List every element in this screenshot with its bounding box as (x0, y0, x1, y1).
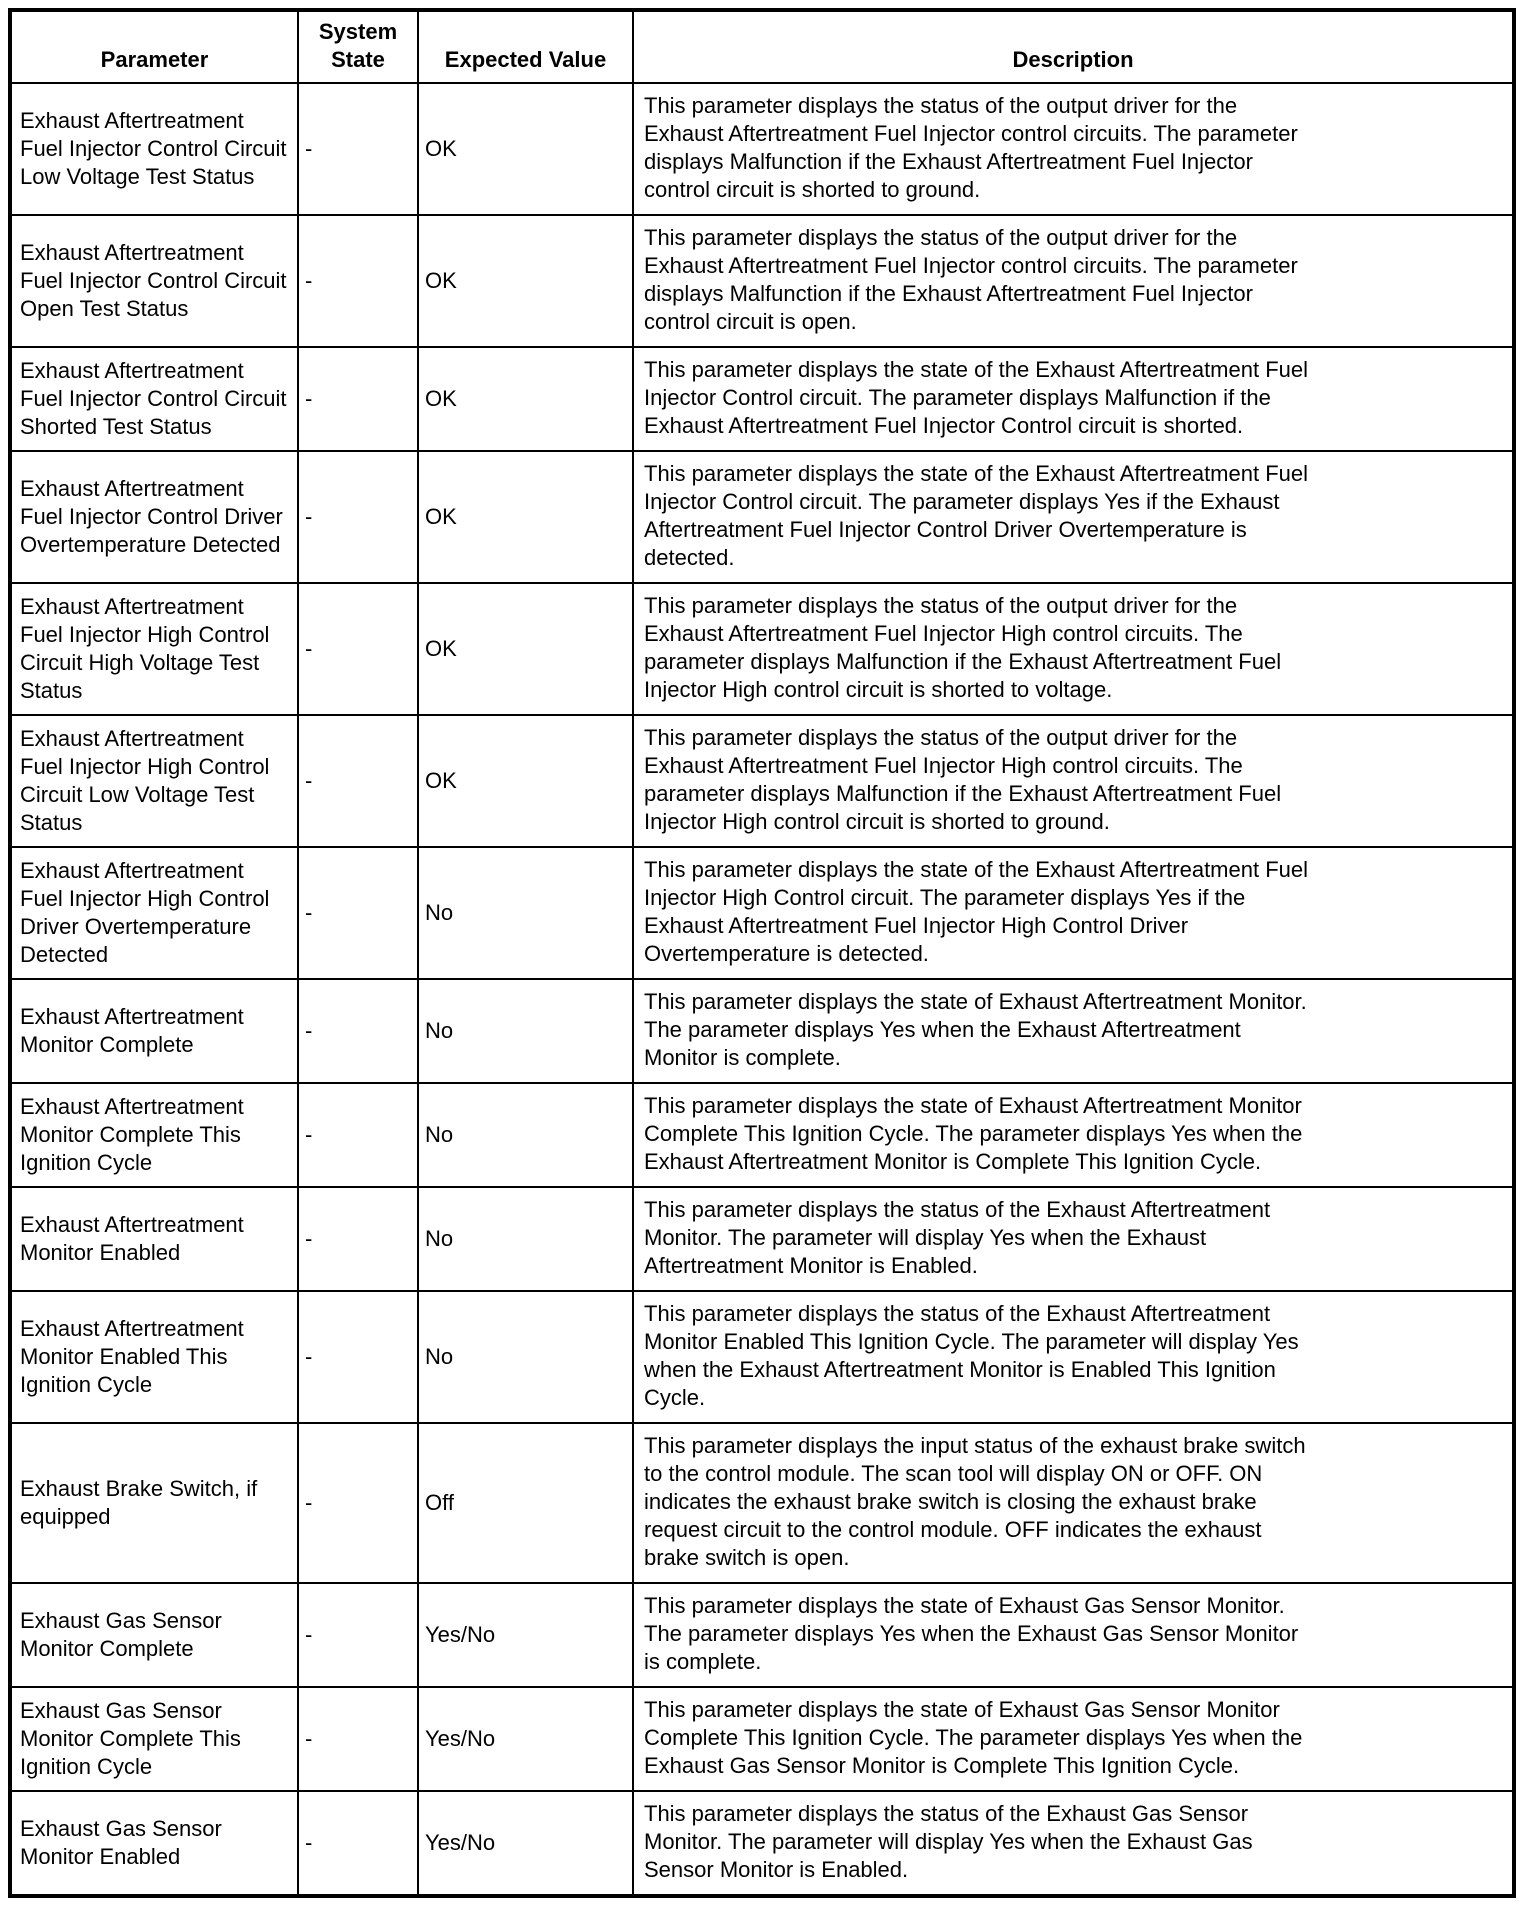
table-row (10, 451, 1514, 583)
parameters-table (8, 8, 1516, 1898)
system-state-cell: - (298, 1083, 418, 1187)
table-row (10, 1687, 1514, 1791)
parameter-cell: Exhaust Aftertreatment Monitor Complete (10, 979, 298, 1083)
expected-value-cell: OK (418, 451, 633, 583)
expected-value-cell: Yes/No (418, 1583, 633, 1687)
expected-value-cell: No (418, 1291, 633, 1423)
system-state-cell: - (298, 979, 418, 1083)
table-row (10, 1423, 1514, 1583)
parameter-cell: Exhaust Aftertreatment Fuel Injector Control Circuit Low Voltage Test Status (10, 83, 298, 215)
table-row (10, 847, 1514, 979)
system-state-cell: - (298, 715, 418, 847)
description-cell: This parameter displays the state of the Exhaust Aftertreatment Fuel Injector High Control circuit. The parameter displays Yes if the Exhaust Aftertreatment Fuel Injector High Control Driver Overtemperature is detected. (633, 847, 1514, 979)
system-state-cell: - (298, 1423, 418, 1583)
expected-value-cell: Yes/No (418, 1687, 633, 1791)
parameter-cell: Exhaust Aftertreatment Fuel Injector Control Driver Overtemperature Detected (10, 451, 298, 583)
parameter-cell: Exhaust Aftertreatment Monitor Enabled (10, 1187, 298, 1291)
table-row (10, 215, 1514, 347)
parameter-cell: Exhaust Aftertreatment Fuel Injector High Control Circuit High Voltage Test Status (10, 583, 298, 715)
header-cell-expected-value: Expected Value (418, 10, 633, 83)
description-cell: This parameter displays the input status of the exhaust brake switch to the control module. The scan tool will display ON or OFF. ON indicates the exhaust brake switch is closing the exhaust brake request circuit to the control module. OFF indicates the exhaust brake switch is open. (633, 1423, 1514, 1583)
parameter-cell: Exhaust Gas Sensor Monitor Enabled (10, 1791, 298, 1896)
table-row (10, 1291, 1514, 1423)
description-cell: This parameter displays the state of Exhaust Gas Sensor Monitor. The parameter displays Yes when the Exhaust Gas Sensor Monitor is complete. (633, 1583, 1514, 1687)
table-row (10, 979, 1514, 1083)
description-cell: This parameter displays the state of Exhaust Aftertreatment Monitor. The parameter displays Yes when the Exhaust Aftertreatment Monitor is complete. (633, 979, 1514, 1083)
expected-value-cell: Yes/No (418, 1791, 633, 1896)
description-cell: This parameter displays the state of the Exhaust Aftertreatment Fuel Injector Control circuit. The parameter displays Malfunction if the Exhaust Aftertreatment Fuel Injector Control circuit is shorted. (633, 347, 1514, 451)
table-row (10, 583, 1514, 715)
system-state-cell: - (298, 1687, 418, 1791)
system-state-cell: - (298, 451, 418, 583)
parameter-cell: Exhaust Gas Sensor Monitor Complete (10, 1583, 298, 1687)
expected-value-cell: OK (418, 215, 633, 347)
description-cell: This parameter displays the status of the Exhaust Aftertreatment Monitor Enabled This Ignition Cycle. The parameter will display Yes when the Exhaust Aftertreatment Monitor is Enabled This Ignition Cycle. (633, 1291, 1514, 1423)
parameter-cell: Exhaust Aftertreatment Monitor Enabled This Ignition Cycle (10, 1291, 298, 1423)
system-state-cell: - (298, 215, 418, 347)
description-cell: This parameter displays the status of the output driver for the Exhaust Aftertreatment Fuel Injector control circuits. The parameter displays Malfunction if the Exhaust Aftertreatment Fuel Injector control circuit is open. (633, 215, 1514, 347)
table-row (10, 1187, 1514, 1291)
system-state-cell: - (298, 347, 418, 451)
parameter-cell: Exhaust Aftertreatment Fuel Injector Control Circuit Shorted Test Status (10, 347, 298, 451)
expected-value-cell: OK (418, 715, 633, 847)
system-state-cell: - (298, 83, 418, 215)
expected-value-cell: OK (418, 83, 633, 215)
system-state-cell: - (298, 1187, 418, 1291)
expected-value-cell: OK (418, 347, 633, 451)
description-cell: This parameter displays the status of the output driver for the Exhaust Aftertreatment Fuel Injector High control circuits. The parameter displays Malfunction if the Exhaust Aftertreatment Fuel Injector High control circuit is shorted to ground. (633, 715, 1514, 847)
system-state-cell: - (298, 1291, 418, 1423)
header-row (10, 10, 1514, 83)
table-row (10, 347, 1514, 451)
description-cell: This parameter displays the status of the output driver for the Exhaust Aftertreatment Fuel Injector control circuits. The parameter displays Malfunction if the Exhaust Aftertreatment Fuel Injector control circuit is shorted to ground. (633, 83, 1514, 215)
parameter-cell: Exhaust Aftertreatment Fuel Injector Control Circuit Open Test Status (10, 215, 298, 347)
system-state-cell: - (298, 1583, 418, 1687)
table-row (10, 1083, 1514, 1187)
expected-value-cell: OK (418, 583, 633, 715)
header-cell-description: Description (633, 10, 1514, 83)
expected-value-cell: Off (418, 1423, 633, 1583)
expected-value-cell: No (418, 1187, 633, 1291)
expected-value-cell: No (418, 847, 633, 979)
system-state-cell: - (298, 847, 418, 979)
parameter-cell: Exhaust Aftertreatment Fuel Injector High Control Circuit Low Voltage Test Status (10, 715, 298, 847)
description-cell: This parameter displays the status of the output driver for the Exhaust Aftertreatment Fuel Injector High control circuits. The parameter displays Malfunction if the Exhaust Aftertreatment Fuel Injector High control circuit is shorted to voltage. (633, 583, 1514, 715)
parameter-cell: Exhaust Aftertreatment Monitor Complete This Ignition Cycle (10, 1083, 298, 1187)
description-cell: This parameter displays the state of the Exhaust Aftertreatment Fuel Injector Control circuit. The parameter displays Yes if the Exhaust Aftertreatment Fuel Injector Control Driver Overtemperature is detected. (633, 451, 1514, 583)
parameter-cell: Exhaust Brake Switch, if equipped (10, 1423, 298, 1583)
expected-value-cell: No (418, 1083, 633, 1187)
system-state-cell: - (298, 1791, 418, 1896)
system-state-cell: - (298, 583, 418, 715)
table-row (10, 715, 1514, 847)
header-cell-system-state: System State (298, 10, 418, 83)
header-cell-parameter: Parameter (10, 10, 298, 83)
description-cell: This parameter displays the status of the Exhaust Aftertreatment Monitor. The parameter will display Yes when the Exhaust Aftertreatment Monitor is Enabled. (633, 1187, 1514, 1291)
description-cell: This parameter displays the status of the Exhaust Gas Sensor Monitor. The parameter will display Yes when the Exhaust Gas Sensor Monitor is Enabled. (633, 1791, 1514, 1896)
parameter-cell: Exhaust Gas Sensor Monitor Complete This Ignition Cycle (10, 1687, 298, 1791)
table-row (10, 83, 1514, 215)
expected-value-cell: No (418, 979, 633, 1083)
description-cell: This parameter displays the state of Exhaust Gas Sensor Monitor Complete This Ignition Cycle. The parameter displays Yes when the Exhaust Gas Sensor Monitor is Complete This Ignition Cycle. (633, 1687, 1514, 1791)
parameter-cell: Exhaust Aftertreatment Fuel Injector High Control Driver Overtemperature Detected (10, 847, 298, 979)
table-row (10, 1791, 1514, 1896)
description-cell: This parameter displays the state of Exhaust Aftertreatment Monitor Complete This Ignition Cycle. The parameter displays Yes when the Exhaust Aftertreatment Monitor is Complete This Ignition Cycle. (633, 1083, 1514, 1187)
table-row (10, 1583, 1514, 1687)
